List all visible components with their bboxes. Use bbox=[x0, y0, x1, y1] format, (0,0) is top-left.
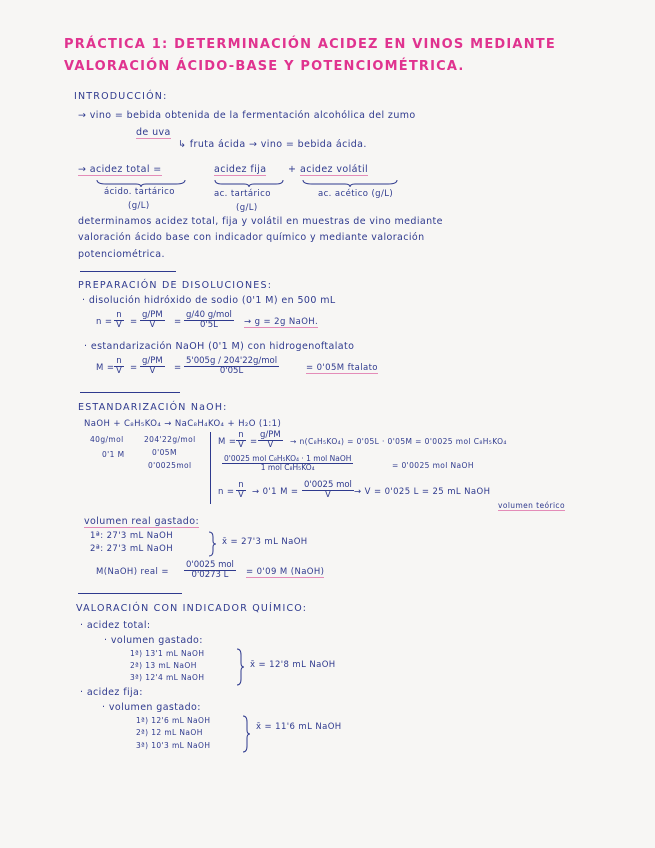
total-trial-3: 3ª) 12'4 mL NaOH bbox=[130, 673, 205, 682]
estand-molar-mass-naoh: 40g/mol bbox=[90, 435, 124, 444]
volumen-heading: volumen real gastado: bbox=[84, 516, 200, 527]
estand-molar-mass-ftalato: 204'22g/mol bbox=[144, 435, 196, 444]
title-line-2: VALORACIÓN ÁCIDO-BASE Y POTENCIOMÉTRICA. bbox=[64, 59, 465, 74]
acidez-fija-heading: · acidez fija: bbox=[80, 687, 143, 698]
intro-paragraph-3: potenciométrica. bbox=[78, 249, 165, 260]
eq2-equals: = bbox=[130, 363, 138, 373]
total-volume-heading: · volumen gastado: bbox=[104, 635, 203, 646]
eq2-fraction-2: $\frac{g/PM}{V}$ bbox=[142, 356, 163, 376]
estand-r3-fraction-1: $\frac{n}{V}$ bbox=[238, 480, 244, 500]
total-trial-1: 1ª) 13'1 mL NaOH bbox=[130, 649, 205, 658]
acidez-plus: + bbox=[288, 164, 297, 175]
estand-r3-middle: → 0'1 M = bbox=[252, 487, 299, 497]
estand-vertical-rule bbox=[210, 432, 211, 504]
estand-heading: ESTANDARIZACIÓN NaOH: bbox=[78, 402, 228, 413]
fija-mean: x̄ = 11'6 mL NaOH bbox=[256, 722, 342, 732]
total-trial-2: 2ª) 13 mL NaOH bbox=[130, 661, 197, 670]
estand-r1-prefix: M = bbox=[218, 437, 237, 447]
brace-total bbox=[96, 179, 186, 187]
intro-vino-line-3: ↳ fruta ácida → vino = bebida ácida. bbox=[178, 139, 367, 150]
eq2-fraction-3: 5'005g / 204'22g/mol 0'05L bbox=[186, 356, 278, 376]
estand-r1-fraction-2: $\frac{g/PM}{V}$ bbox=[260, 430, 281, 450]
sub-tartarico-1: ácido. tartárico bbox=[104, 187, 175, 197]
intro-paragraph-2: valoración ácido base con indicador químico y mediante valoración bbox=[78, 232, 425, 243]
estand-r2-result: = 0'0025 mol NaOH bbox=[392, 461, 474, 470]
fija-brace bbox=[242, 715, 250, 753]
eq1-equals-2: = bbox=[174, 317, 182, 327]
molaridad-prefix: M(NaOH) real = bbox=[96, 567, 169, 577]
estand-r1-equals: = bbox=[250, 437, 258, 447]
fija-trial-2: 2ª) 12 mL NaOH bbox=[136, 728, 203, 737]
estand-r1-fraction-1: $\frac{n}{V}$ bbox=[238, 430, 244, 450]
estand-r1-result: → n(C₈H₅KO₄) = 0'05L · 0'05M = 0'0025 mol C₈H₅KO₄ bbox=[290, 437, 507, 446]
sub-acetico: ac. acético (g/L) bbox=[318, 189, 394, 199]
sub-unit-2: (g/L) bbox=[236, 203, 258, 213]
sub-tartarico-2: ac. tartárico bbox=[214, 189, 271, 199]
estand-conc-naoh: 0'1 M bbox=[102, 450, 125, 459]
molaridad-result: = 0'09 M (NaOH) bbox=[246, 567, 325, 577]
divider-3 bbox=[78, 593, 182, 594]
fija-volume-heading: · volumen gastado: bbox=[102, 702, 201, 713]
fija-trial-1: 1ª) 12'6 mL NaOH bbox=[136, 716, 211, 725]
divider-2 bbox=[80, 392, 180, 393]
eq2-result: = 0'05M ftalato bbox=[306, 363, 378, 373]
total-brace bbox=[236, 648, 244, 686]
brace-fija bbox=[214, 179, 284, 187]
eq2-equals-2: = bbox=[174, 363, 182, 373]
title-line-1: PRÁCTICA 1: DETERMINACIÓN ACIDEZ EN VINOS MEDIANTE bbox=[64, 37, 556, 52]
total-mean: x̄ = 12'8 mL NaOH bbox=[250, 660, 336, 670]
estand-r3-result: → V = 0'025 L = 25 mL NaOH bbox=[354, 487, 491, 497]
prep-item-2: · estandarización NaOH (0'1 M) con hidrogenoftalato bbox=[84, 341, 355, 352]
estand-r2-fraction: 0'0025 mol C₈H₅KO₄ · 1 mol NaOH 1 mol C₈H₅KO₄ bbox=[224, 454, 352, 472]
eq1-fraction-1: $\frac{n}{V}$ bbox=[116, 310, 122, 330]
acidez-fija-label: acidez fija bbox=[214, 164, 267, 175]
valoracion-heading: VALORACIÓN CON INDICADOR QUÍMICO: bbox=[76, 603, 308, 614]
intro-vino-line-2: de uva bbox=[136, 127, 171, 138]
intro-vino-line-1: → vino = bebida obtenida de la fermentación alcohólica del zumo bbox=[78, 110, 416, 121]
fija-trial-3: 3ª) 10'3 mL NaOH bbox=[136, 741, 211, 750]
volumen-mean: x̄ = 27'3 mL NaOH bbox=[222, 537, 308, 547]
estand-r3-fraction-2: 0'0025 mol V bbox=[304, 480, 352, 500]
eq1-equals: = bbox=[130, 317, 138, 327]
molaridad-fraction: 0'0025 mol 0'0273 L bbox=[186, 560, 234, 580]
eq1-result: → g = 2g NaOH. bbox=[244, 317, 319, 327]
eq2-prefix: M = bbox=[96, 363, 115, 373]
acidez-total-label: → acidez total = bbox=[78, 164, 162, 175]
estand-conc-ftalato: 0'05M bbox=[152, 448, 177, 457]
eq1-prefix: n = bbox=[96, 317, 113, 327]
volumen-brace bbox=[208, 531, 216, 557]
eq1-fraction-2: $\frac{g/PM}{V}$ bbox=[142, 310, 163, 330]
eq2-fraction-1: $\frac{n}{V}$ bbox=[116, 356, 122, 376]
prep-item-1: · disolución hidróxido de sodio (0'1 M) en 500 mL bbox=[82, 295, 336, 306]
sub-unit-1: (g/L) bbox=[128, 201, 150, 211]
eq1-fraction-3: g/40 g/mol 0'5L bbox=[186, 310, 232, 330]
estand-reaction: NaOH + C₈H₅KO₄ → NaC₈H₄KO₄ + H₂O (1:1) bbox=[84, 419, 282, 429]
estand-r3-prefix: n = bbox=[218, 487, 235, 497]
volumen-trial-2: 2ª: 27'3 mL NaOH bbox=[90, 544, 174, 554]
volumen-trial-1: 1ª: 27'3 mL NaOH bbox=[90, 531, 174, 541]
acidez-volatil-label: acidez volátil bbox=[300, 164, 369, 175]
estand-r3-theoretical: volumen teórico bbox=[498, 501, 565, 510]
divider-1 bbox=[80, 271, 176, 272]
acidez-total-heading: · acidez total: bbox=[80, 620, 151, 631]
intro-paragraph-1: determinamos acidez total, fija y volátil en muestras de vino mediante bbox=[78, 216, 443, 227]
estand-moles-ftalato: 0'0025mol bbox=[148, 461, 192, 470]
brace-volatil bbox=[302, 179, 398, 187]
prep-heading: PREPARACIÓN DE DISOLUCIONES: bbox=[78, 280, 273, 291]
intro-heading: INTRODUCCIÓN: bbox=[74, 91, 168, 102]
